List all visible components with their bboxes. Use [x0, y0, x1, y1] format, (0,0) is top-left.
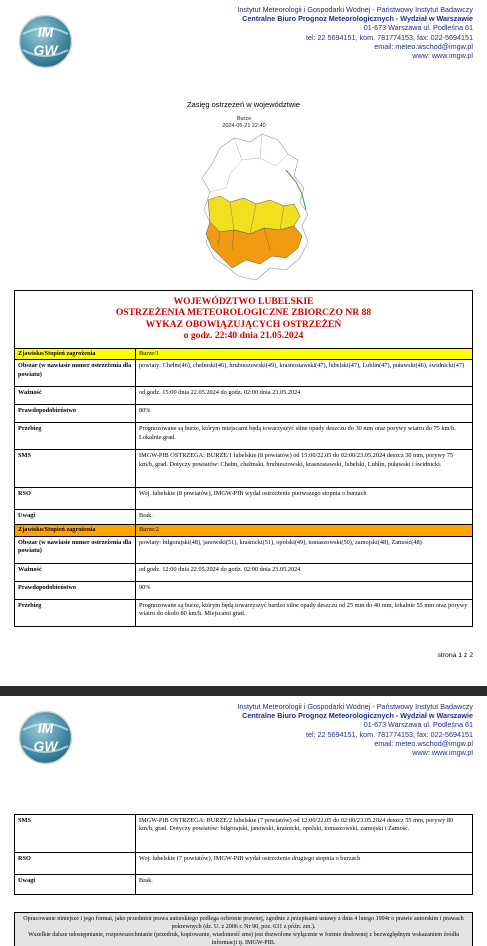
- warning2-course-label: Przebieg: [15, 599, 136, 626]
- warning2-course-row: [15, 599, 473, 626]
- warning1-probability-label: Prawdopodobieństwo: [15, 405, 136, 423]
- warning2-area-value: powiaty: biłgorajski(48), janowski(51), kraśnicki(51), opolski(49), tomaszowski(50), zamojski(48), Zamość(48): [136, 536, 473, 563]
- warnings-table-page2: [14, 814, 473, 895]
- warning1-sms-label: SMS: [15, 450, 136, 488]
- issue-time: o godz. 22:40 dnia 21.05.2024: [183, 329, 304, 341]
- country-border: [286, 170, 306, 210]
- document-header: [14, 290, 473, 348]
- warning2-phenomenon-label: Zjawisko/Stopień zagrożenia: [15, 525, 136, 536]
- page-separator: [0, 686, 487, 696]
- warning1-rso-row: [15, 488, 473, 510]
- warning1-course-row: [15, 423, 473, 450]
- warning1-rso-label: RSO: [15, 488, 136, 510]
- warning1-phenomenon-row: [15, 349, 473, 360]
- warning-map: [190, 130, 315, 290]
- institute-address: 01-673 Warszawa ul. Podleśna 61: [363, 720, 473, 730]
- warnings-table: [14, 348, 473, 627]
- warning2-probability-label: Prawdopodobieństwo: [15, 581, 136, 599]
- warning1-notes-label: Uwagi: [15, 510, 136, 525]
- warning1-area-value: powiaty: Chełm(46), chełmski(46), hrubieszowski(49), krasnostawski(47), lubelski(47), Lublin(47), puławski(46), świdnicki(47): [136, 360, 473, 387]
- warning1-rso-value: Woj. lubelskie (8 powiatów), IMGW-PIB wydał ostrzeżenie pierwszego stopnia o burzach: [136, 488, 473, 510]
- warning2-sms-value: IMGW-PIB OSTRZEGA: BURZE/2 lubelskie (7 powiatów) od 12:00/22.05 do 02:00/23.05.2024 deszcz 55 mm, porywy 80 km/h, grad. Dotyczy powiatów: biłgorajski, janowski, kraśnicki, opolski, tomaszowski, zamojski i Zamość.: [136, 815, 473, 853]
- warning2-validity-value: od godz. 12:00 dnia 22.05.2024 do godz. 02:00 dnia 23.05.2024: [136, 563, 473, 581]
- page-number: strona 1 z 2: [437, 652, 473, 659]
- warning2-rso-label: RSO: [15, 853, 136, 875]
- imgw-logo-page2: [18, 710, 73, 765]
- warning2-sms-label: SMS: [15, 815, 136, 853]
- institute-name: Instytut Meteorologii i Gospodarki Wodnej - Państwowy Instytut Badawczy: [237, 5, 473, 14]
- warning2-rso-value: Woj. lubelskie (7 powiatów), IMGW-PIB wydał ostrzeżenie drugiego stopnia o burzach: [136, 853, 473, 875]
- institute-header: [237, 5, 473, 60]
- warning2-validity-label: Ważność: [15, 563, 136, 581]
- warning2-rso-row: [15, 853, 473, 875]
- warning1-area-row: [15, 360, 473, 387]
- warning1-validity-label: Ważność: [15, 387, 136, 405]
- logo-text-bottom: GW: [33, 42, 58, 58]
- institute-name: Instytut Meteorologii i Gospodarki Wodnej - Państwowy Instytut Badawczy: [237, 702, 473, 711]
- warning2-probability-row: [15, 581, 473, 599]
- bureau-name: Centralne Biuro Prognoz Meteorologicznych - Wydział w Warszawie: [242, 711, 473, 721]
- warning2-area-label: Obszar (w nawiasie numer ostrzeżenia dla powiatu): [15, 536, 136, 563]
- institute-header-page2: [237, 702, 473, 757]
- copyright-paragraph-2: Wszelkie dalsze udostępnianie, rozpowszechnianie (przedruk, kopiowanie, wiadomość sms) jest dozwolone wyłącznie w formie dosłownej z bezwzględnym wskazaniem źródła informacji tj. IMGW-PIB.: [28, 932, 459, 946]
- region-title: WOJEWÓDZTWO LUBELSKIE: [173, 296, 314, 307]
- warning2-sms-row: [15, 815, 473, 853]
- warnings-title: OSTRZEŻENIA METEOROLOGICZNE ZBIORCZO NR 88: [115, 307, 372, 319]
- map-heading: Zasięg ostrzeżeń w województwie: [187, 100, 300, 109]
- institute-address: 01-673 Warszawa ul. Podleśna 61: [363, 23, 473, 33]
- warning1-phenomenon-value: Burze/1: [136, 349, 473, 360]
- logo-text-bottom-page2: GW: [33, 738, 58, 754]
- warning1-validity-value: od godz. 15:00 dnia 22.05.2024 do godz. 02:00 dnia 23.05.2024: [136, 387, 473, 405]
- map-title: Burze: [236, 116, 252, 122]
- map-caption: [214, 116, 274, 130]
- logo-text-top-page2: IM: [37, 720, 54, 736]
- warning2-notes-row: [15, 875, 473, 895]
- imgw-logo: [18, 14, 73, 69]
- warning1-sms-row: [15, 450, 473, 488]
- neighbour-borders: [210, 134, 288, 192]
- logo-text-top: IM: [37, 24, 54, 40]
- warning1-notes-row: [15, 510, 473, 525]
- warning2-probability-value: 90%: [136, 581, 473, 599]
- warning2-notes-value: Brak.: [136, 875, 473, 895]
- institute-email[interactable]: email: meteo.wschod@imgw.pl: [374, 738, 473, 748]
- warning1-validity-row: [15, 387, 473, 405]
- institute-phone: tel: 22 5694151, kom. 781774153, fax: 022-5694151: [305, 32, 473, 42]
- warning2-course-value: Prognozowane są burze, którym będą towarzyszyć bardzo silne opady deszczu od 25 mm do 40 mm, lokalnie 55 mm oraz porywy wiatru do około 80 km/h. Miejscami grad.: [136, 599, 473, 626]
- institute-phone: tel: 22 5694151, kom. 781774153, fax: 022-5694151: [305, 729, 473, 739]
- map-date: 2024-05-21 22:40: [222, 123, 266, 129]
- bureau-name: Centralne Biuro Prognoz Meteorologicznych - Wydział w Warszawie: [242, 14, 473, 24]
- warning1-course-value: Prognozowane są burze, którym miejscami będą towarzyszyć silne opady deszczu do 30 mm oraz porywy wiatru do 75 km/h. Lokalnie grad.: [136, 423, 473, 450]
- warning1-probability-row: [15, 405, 473, 423]
- warning2-validity-row: [15, 563, 473, 581]
- institute-email[interactable]: email: meteo.wschod@imgw.pl: [374, 41, 473, 51]
- warning2-phenomenon-row: [15, 525, 473, 536]
- warning2-notes-label: Uwagi: [15, 875, 136, 895]
- warning1-area-label: Obszar (w nawiasie numer ostrzeżenia dla powiatu): [15, 360, 136, 387]
- warning1-sms-value: IMGW-PIB OSTRZEGA: BURZE/1 lubelskie (8 powiatów) od 15:00/22.05 do 02:00/23.05.2024 deszcz 30 mm, porywy 75 km/h, grad. Dotyczy powiatów: Chełm, chełmski, hrubieszowski, krasnostawski, lubelski, Lublin, puławski i świdnicki.: [136, 450, 473, 488]
- copyright-paragraph-1: Opracowanie niniejsze i jego format, jako przedmiot prawa autorskiego podlega ochronie prawnej, zgodnie z przepisami ustawy z dnia 4 lutego 1994r o prawie autorskim i prawach pokrewnych (dz. U. z 2006 r. Nr 90, poz. 631 z późn. zm.).: [23, 916, 464, 930]
- warning1-probability-value: 80%: [136, 405, 473, 423]
- warning1-course-label: Przebieg: [15, 423, 136, 450]
- copyright-note: [14, 912, 473, 946]
- warning1-notes-value: Brak.: [136, 510, 473, 525]
- warning1-phenomenon-label: Zjawisko/Stopień zagrożenia: [15, 349, 136, 360]
- warning2-area-row: [15, 536, 473, 563]
- institute-www[interactable]: www: www.imgw.pl: [412, 51, 473, 61]
- warning2-phenomenon-value: Burze/2: [136, 525, 473, 536]
- institute-www[interactable]: www: www.imgw.pl: [412, 748, 473, 758]
- warnings-subtitle: WYKAZ OBOWIĄZUJĄCYCH OSTRZEŻEŃ: [145, 318, 342, 330]
